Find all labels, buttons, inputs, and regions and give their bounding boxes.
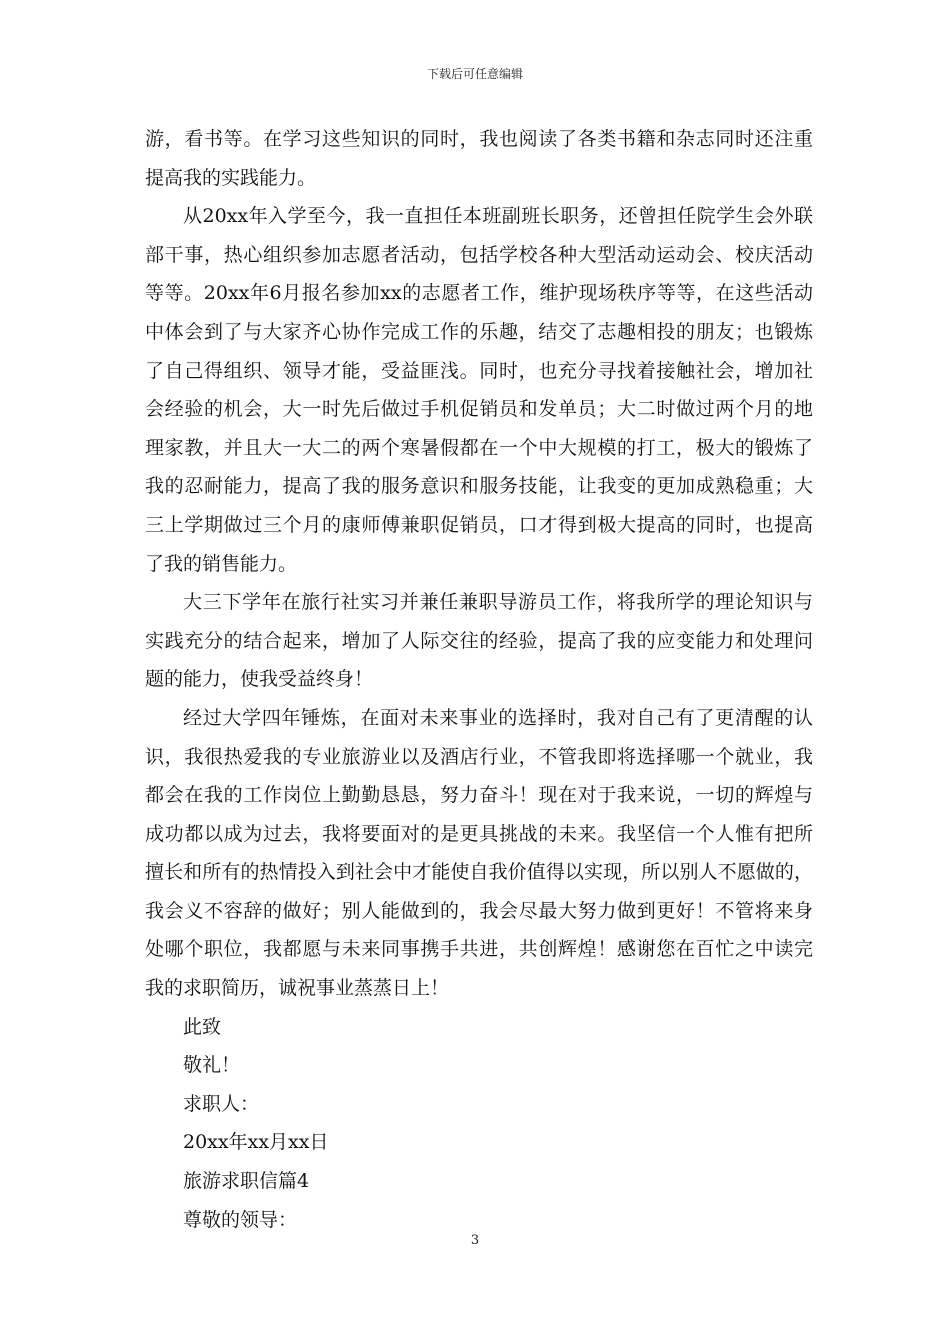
text-line: 我会义不容辞的做好；别人能做到的，我会尽最大努力做到更好！不管将来身 [145,899,813,922]
text-line: 三上学期做过三个月的康师傅兼职促销员，口才得到极大提高的同时，也提高 [145,513,813,536]
text-line: 经过大学四年锤炼，在面对未来事业的选择时，我对自己有了更清醒的认 [183,706,813,729]
document-body [145,120,813,1239]
text-line: 理家教，并且大一大二的两个寒暑假都在一个中大规模的打工，极大的锻炼了 [145,436,813,459]
text-line: 识，我很热爱我的专业旅游业以及酒店行业，不管我即将选择哪一个就业，我 [145,745,813,768]
text-line: 我的忍耐能力，提高了我的服务意识和服务技能，让我变的更加成熟稳重；大 [145,475,813,498]
text-line: 从20xx年入学至今，我一直担任本班副班长职务，还曾担任院学生会外联 [183,205,813,228]
text-line: 提高我的实践能力。 [145,166,317,189]
text-line: 部干事，热心组织参加志愿者活动，包括学校各种大型活动运动会、校庆活动 [145,243,813,266]
text-line: 此致 [183,1015,222,1038]
text-line: 了我的销售能力。 [145,552,298,575]
text-line: 敬礼！ [183,1054,241,1077]
text-line: 尊敬的领导： [183,1208,298,1231]
text-line: 都会在我的工作岗位上勤勤恳恳，努力奋斗！现在对于我来说，一切的辉煌与 [145,784,813,807]
text-line: 求职人： [183,1092,260,1115]
text-line: 中体会到了与大家齐心协作完成工作的乐趣，结交了志趣相投的朋友；也锻炼 [145,320,813,343]
text-line: 我的求职简历，诚祝事业蒸蒸日上！ [145,977,450,1000]
text-line: 成功都以成为过去，我将要面对的是更具挑战的未来。我坚信一个人惟有把所 [145,822,813,845]
text-line: 了自己得组织、领导才能，受益匪浅。同时，也充分寻找着接触社会，增加社 [145,359,813,382]
text-line: 20xx年xx月xx日 [183,1131,329,1154]
text-line: 擅长和所有的热情投入到社会中才能使自我价值得以实现，所以别人不愿做的， [145,861,813,884]
text-line: 旅游求职信篇4 [183,1170,310,1193]
text-line: 实践充分的结合起来，增加了人际交往的经验，提高了我的应变能力和处理问 [145,629,813,652]
text-line: 处哪个职位，我都愿与未来同事携手共进，共创辉煌！感谢您在百忙之中读完 [145,938,813,961]
text-line: 游，看书等。在学习这些知识的同时，我也阅读了各类书籍和杂志同时还注重 [145,128,813,150]
text-line: 会经验的机会，大一时先后做过手机促销员和发单员；大二时做过两个月的地 [145,398,813,421]
text-line: 等等。20xx年6月报名参加xx的志愿者工作，维护现场秩序等等，在这些活动 [145,282,813,305]
text-line: 题的能力，使我受益终身！ [145,668,374,691]
text-line: 大三下学年在旅行社实习并兼任兼职导游员工作，将我所学的理论知识与 [183,591,813,614]
page-number: 3 [470,1233,480,1248]
page-header: 下载后可任意编辑 [426,67,523,81]
